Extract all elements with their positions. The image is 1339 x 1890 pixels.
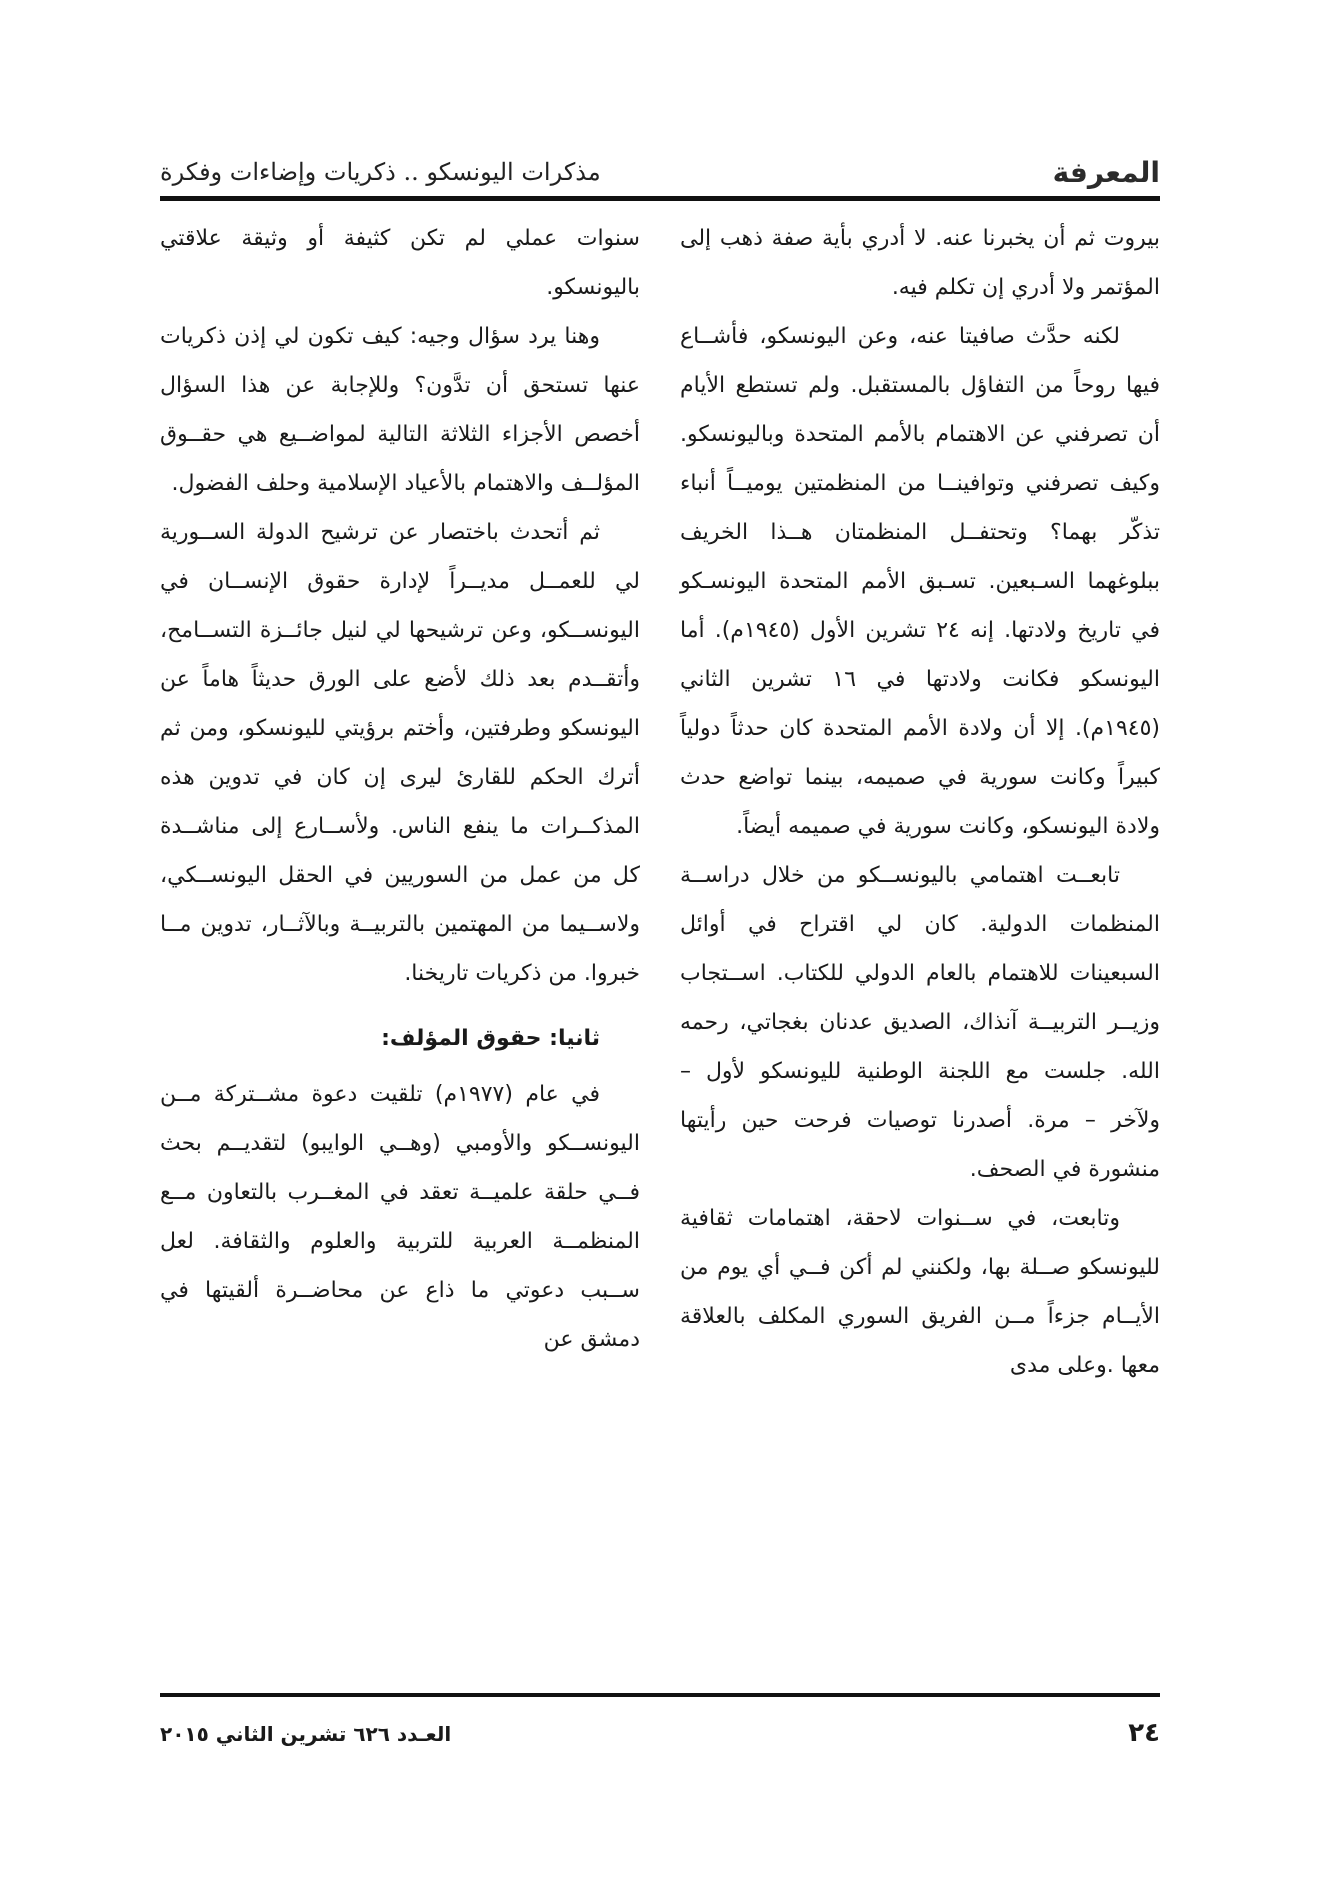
magazine-logo: المعرفة [1052, 156, 1160, 189]
page-number: ٢٤ [1128, 1718, 1160, 1748]
section-heading: ثانيا: حقوق المؤلف: [381, 1026, 600, 1051]
page-header [160, 140, 1160, 192]
running-title: مذكرات اليونسكو .. ذكريات وإضاءات وفكرة [160, 158, 601, 186]
paragraph: لكنه حدَّث صافيتا عنه، وعن اليونسكو، فأشــاع فيها روحاً من التفاؤل بالمستقبل. ولم تستطع الأيام أن تصرفني عن الاهتمام بالأمم المتحدة وباليونسكو. وكيف تصرفني وتوافينــا من المنظمتين يوميــاً أنباء تذكّر بهما؟ وتحتفــل المنظمتان هــذا الخريف ببلوغهما السـبعين. تسـبق الأمم المتحدة اليونسـكو في تاريخ ولادتها. إنه ٢٤ تشرين الأول (١٩٤٥م). أما اليونسكو فكانت ولادتها في ١٦ تشرين الثاني (١٩٤٥م). إلا أن ولادة الأمم المتحدة كان حدثاً دولياً كبيراً وكانت سورية في صميمه، بينما تواضع حدث ولادة اليونسكو، وكانت سورية في صميمه أيضاً. [680, 324, 1160, 839]
paragraph: سنوات عملي لم تكن كثيفة أو وثيقة علاقتي باليونسكو. [160, 226, 640, 300]
footer-rule [160, 1693, 1160, 1697]
right-column [680, 214, 1160, 1390]
paragraph: وهنا يرد سؤال وجيه: كيف تكون لي إذن ذكريات عنها تستحق أن تدَّون؟ وللإجابة عن هذا السؤال أخصص الأجزاء الثلاثة التالية لمواضــيع هي حقــوق المؤلــف والاهتمام بالأعياد الإسلامية وحلف الفضول. [160, 324, 640, 496]
paragraph: تابعــت اهتمامي باليونســكو من خلال دراســة المنظمات الدولية. كان لي اقتراح في أوائل السبعينات للاهتمام بالعام الدولي للكتاب. اســتجاب وزيــر التربيــة آنذاك، الصديق عدنان بغجاتي، رحمه الله. جلست مع اللجنة الوطنية لليونسكو لأول – ولآخر – مرة. أصدرنا توصيات فرحت حين رأيتها منشورة في الصحف. [680, 863, 1160, 1182]
paragraph: في عام (١٩٧٧م) تلقيت دعوة مشــتركة مــن اليونســكو والأومبي (وهــي الوايبو) لتقديــم بحث فــي حلقة علميــة تعقد في المغــرب بالتعاون مــع المنظمــة العربية للتربية والعلوم والثقافة. لعل ســبب دعوتي ما ذاع عن محاضــرة ألقيتها في دمشق عن [160, 1082, 640, 1352]
paragraph: بيروت ثم أن يخبرنا عنه. لا أدري بأية صفة ذهب إلى المؤتمر ولا أدري إن تكلم فيه. [680, 226, 1160, 300]
page-footer [160, 1718, 1160, 1758]
issue-info: العـدد ٦٢٦ تشرين الثاني ٢٠١٥ [160, 1722, 452, 1746]
left-column [160, 214, 640, 1364]
paragraph: وتابعت، في ســنوات لاحقة، اهتمامات ثقافية لليونسكو صــلة بها، ولكنني لم أكن فــي أي يوم من الأيــام جزءاً مــن الفريق السوري المكلف بالعلاقة معها .وعلى مدى [680, 1206, 1160, 1378]
header-rule [160, 196, 1160, 201]
paragraph: ثم أتحدث باختصار عن ترشيح الدولة الســورية لي للعمــل مديــراً لإدارة حقوق الإنســان في اليونســكو، وعن ترشيحها لي لنيل جائــزة التســامح، وأتقــدم بعد ذلك لأضع على الورق حديثاً هاماً عن اليونسكو وطرفتين، وأختم برؤيتي لليونسكو، ومن ثم أترك الحكم للقارئ ليرى إن كان في تدوين هذه المذكــرات ما ينفع الناس. ولأســارع إلى مناشــدة كل من عمل من السوريين في الحقل اليونســكي، ولاســيما من المهتمين بالتربيــة وبالآثــار، تدوين مــا خبروا. من ذكريات تاريخنا. [160, 520, 640, 986]
